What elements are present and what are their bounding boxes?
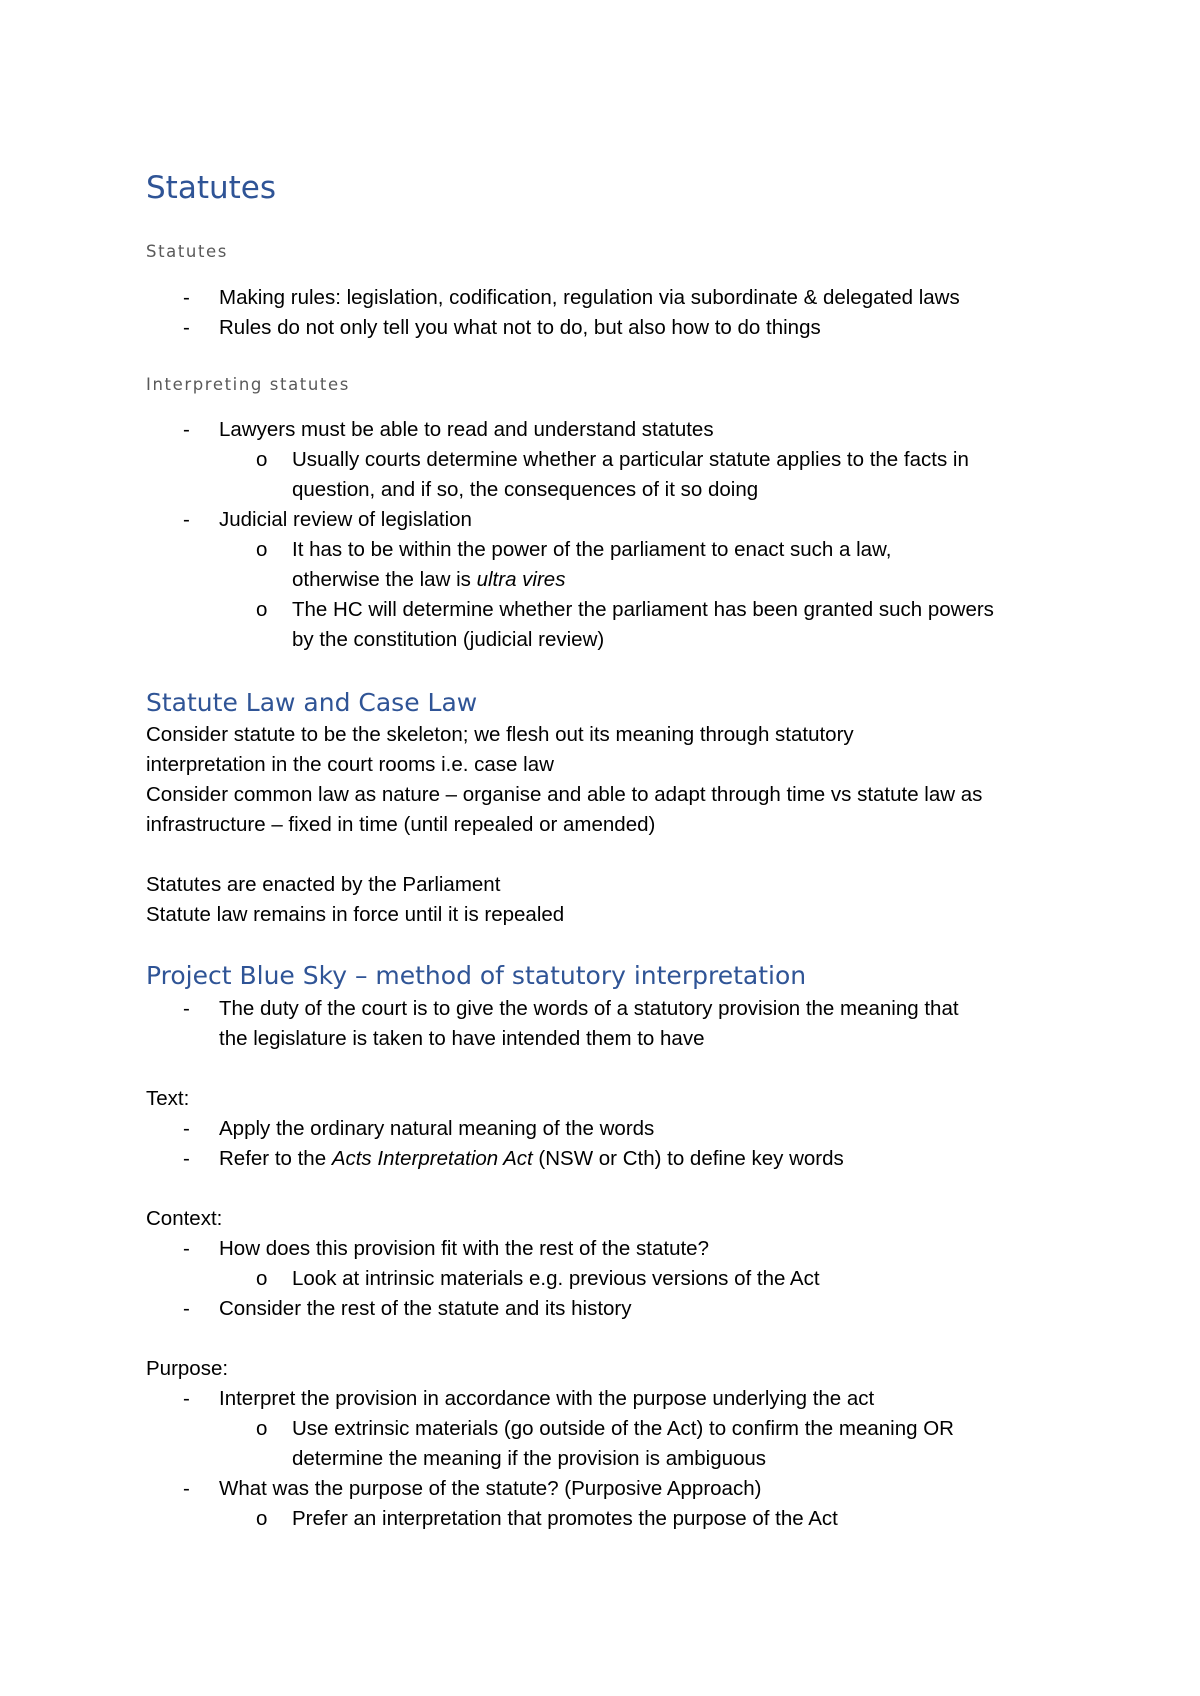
statutes-subheading: Statutes (146, 242, 228, 261)
text-label: Text: (146, 1087, 190, 1110)
dash-bullet: - (183, 1147, 190, 1170)
interpreting-bullets: - Lawyers must be able to read and understand statutes o Usually courts determine whether a particular statute applies to the facts in question, and if so, the consequences of it so doing - Judicial review of legislation o It has to be within the power of the parliament to enact such a law, otherwise the law is ultra vires o The HC will determine whether the parliament has been granted such powers by the constitution (judicial review) (0, 415, 1200, 655)
dash-bullet: - (183, 997, 190, 1020)
interpreting-subheading: Interpreting statutes (146, 375, 350, 394)
list-item: - Lawyers must be able to read and understand statutes (0, 415, 1200, 445)
sub-list-item: o Prefer an interpretation that promotes the purpose of the Act (0, 1504, 1200, 1534)
list-item: - What was the purpose of the statute? (Purposive Approach) (0, 1474, 1200, 1504)
dash-bullet: - (183, 1237, 190, 1260)
dash-bullet: - (183, 1387, 190, 1410)
paragraph-line: infrastructure – fixed in time (until repealed or amended) (146, 813, 656, 836)
list-item: - Rules do not only tell you what not to do, but also how to do things (0, 313, 1200, 343)
dash-bullet: - (183, 286, 190, 309)
paragraph-line: Consider statute to be the skeleton; we flesh out its meaning through statutory (146, 723, 854, 746)
statutes-bullets (0, 283, 1200, 343)
circle-bullet: o (256, 448, 268, 471)
sub-list-item: o Use extrinsic materials (go outside of the Act) to confirm the meaning OR (0, 1414, 1200, 1444)
list-item: - Interpret the provision in accordance with the purpose underlying the act (0, 1384, 1200, 1414)
paragraph-line: Statute law remains in force until it is repealed (146, 903, 565, 926)
circle-bullet: o (256, 1417, 268, 1440)
list-item: - Making rules: legislation, codification, regulation via subordinate & delegated laws (0, 283, 1200, 313)
dash-bullet: - (183, 316, 190, 339)
paragraph-line: Consider common law as nature – organise and able to adapt through time vs statute law as (146, 783, 983, 806)
context-label: Context: (146, 1207, 223, 1230)
dash-bullet: - (183, 508, 190, 531)
list-item: - Refer to the Acts Interpretation Act (NSW or Cth) to define key words (0, 1144, 1200, 1174)
purpose-label: Purpose: (146, 1357, 229, 1380)
list-item: - Apply the ordinary natural meaning of the words (0, 1114, 1200, 1144)
list-item: - Judicial review of legislation (0, 505, 1200, 535)
statute-case-law-body (0, 720, 1200, 930)
project-blue-sky-body: - The duty of the court is to give the words of a statutory provision the meaning that the legislature is taken to have intended them to have Text: - Apply the ordinary natural meaning of the words - Refer to the Acts Interpretation Act (NSW or Cth) to define key words Context: - How does this provision fit with the rest of the statute? o Look at intrinsic materials e.g. previous versions of the Act - Consider the rest of the statute and its history Purpose: - Interpret the provision in accordance with the purpose underlying the act o Use extrinsic materials (go outside of the Act) to confirm the meaning OR determine the meaning if the provision is ambiguous - What was the purpose of the statute? (Purposive Approach) o Prefer an interpretation that promotes the purpose of the Act (0, 994, 1200, 1534)
circle-bullet: o (256, 598, 268, 621)
acts-interpretation-act-italic: Acts Interpretation Act (331, 1147, 533, 1170)
ultra-vires-italic: ultra vires (476, 568, 566, 591)
page-title: Statutes (146, 170, 277, 206)
sub-list-item: o Usually courts determine whether a particular statute applies to the facts in (0, 445, 1200, 475)
sub-list-item: o The HC will determine whether the parliament has been granted such powers (0, 595, 1200, 625)
paragraph-line: interpretation in the court rooms i.e. case law (146, 753, 554, 776)
list-item: - The duty of the court is to give the words of a statutory provision the meaning that (0, 994, 1200, 1024)
circle-bullet: o (256, 1507, 268, 1530)
dash-bullet: - (183, 1297, 190, 1320)
paragraph-line: Statutes are enacted by the Parliament (146, 873, 501, 896)
sub-list-item: o Look at intrinsic materials e.g. previous versions of the Act (0, 1264, 1200, 1294)
dash-bullet: - (183, 1117, 190, 1140)
dash-bullet: - (183, 418, 190, 441)
dash-bullet: - (183, 1477, 190, 1500)
list-item: - Consider the rest of the statute and its history (0, 1294, 1200, 1324)
circle-bullet: o (256, 1267, 268, 1290)
circle-bullet: o (256, 538, 268, 561)
project-blue-sky-heading: Project Blue Sky – method of statutory interpretation (146, 961, 807, 990)
list-item: - How does this provision fit with the rest of the statute? (0, 1234, 1200, 1264)
sub-list-item: o It has to be within the power of the parliament to enact such a law, (0, 535, 1200, 565)
statute-case-law-heading: Statute Law and Case Law (146, 688, 478, 717)
